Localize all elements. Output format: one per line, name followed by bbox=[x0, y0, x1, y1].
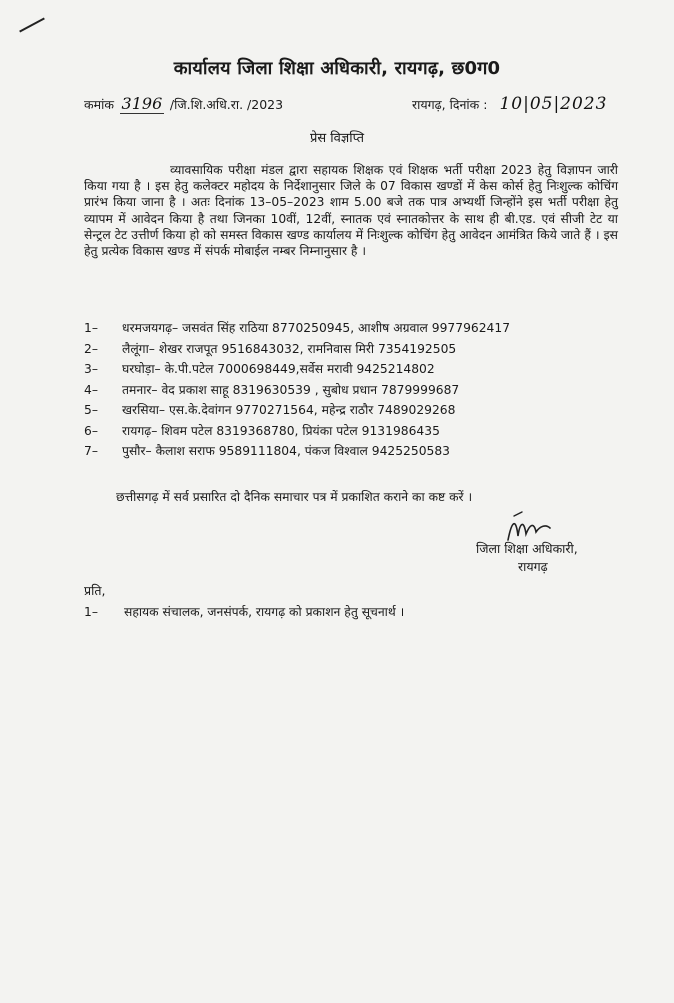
contact-item-text: लैलूंगा– शेखर राजपूत 9516843032, रामनिवास मिरी 7354192505 bbox=[122, 341, 457, 356]
copy-to-item bbox=[84, 603, 404, 620]
contact-item-number: 1– bbox=[84, 321, 98, 335]
contact-item bbox=[84, 380, 624, 401]
contact-item-number: 2– bbox=[84, 341, 98, 356]
office-title: कार्यालय जिला शिक्षा अधिकारी, रायगढ़, छ0ग0 bbox=[173, 58, 501, 79]
contact-item-text: रायगढ़– शिवम पटेल 8319368780, प्रियंका पटेल 9131986435 bbox=[122, 423, 440, 438]
reference-number: 3196 bbox=[121, 94, 163, 113]
signatory-block bbox=[476, 540, 578, 576]
body-paragraph: व्यावसायिक परीक्षा मंडल द्वारा सहायक शिक्षक एवं शिक्षक भर्ती परीक्षा 2023 हेतु विज्ञापन जारी किया गया है । इस हेतु कलेक्टर महोदय के निर्देशानुसार जिले के 07 विकास खण्डों में केस कोर्स हेतु निःशुल्क कोचिंग प्रारंभ किया जाना है । अतः दिनांक 13–05–2023 शाम 5.00 बजे तक पात्र अभ्यर्थी जिन्होंने इस भर्ती परीक्षा हेतु व्यापम में आवेदन किया है तथा जिनका 10वीं, 12वीं, स्नातक एवं स्नातकोत्तर के साथ ही बी.एड. एवं सीजी टेट या सेन्ट्रल टेट उत्तीर्ण किया हो को समस्त विकास खण्ड कार्यालय में निःशुल्क कोचिंग हेतु आवेदन आमंत्रित किये जाते हैं । इस हेतु प्रत्येक विकास खण्ड में संपर्क मोबाईल नम्बर निम्नानुसार है । bbox=[84, 163, 618, 259]
contact-item-text: धरमजयगढ़– जसवंत सिंह राठिया 8770250945, आशीष अग्रवाल 9977962417 bbox=[122, 321, 511, 335]
contact-item-number: 6– bbox=[84, 423, 98, 438]
reference-prefix: कमांक bbox=[84, 97, 114, 112]
contact-item bbox=[84, 421, 624, 442]
handwritten-date: 10|05|2023 bbox=[499, 94, 608, 114]
copy-to-item-number: 1– bbox=[84, 605, 98, 619]
place-date-label: रायगढ़, दिनांक : bbox=[412, 97, 488, 112]
signatory-location: रायगढ़ bbox=[518, 559, 548, 574]
press-release-heading: प्रेस विज्ञप्ति bbox=[309, 131, 365, 146]
signatory-designation: जिला शिक्षा अधिकारी, bbox=[476, 541, 578, 556]
contact-item-text: तमनार– वेद प्रकाश साहू 8319630539 , सुबोध प्रधान 7879999687 bbox=[122, 382, 460, 397]
contact-item-number: 3– bbox=[84, 362, 98, 376]
contact-item bbox=[84, 359, 624, 380]
copy-to-item-text: सहायक संचालक, जनसंपर्क, रायगढ़ को प्रकाशन हेतु सूचनार्थ । bbox=[124, 605, 405, 619]
publish-note: छत्तीसगढ़ में सर्व प्रसारित दो दैनिक समाचार पत्र में प्रकाशित कराने का कष्ट करें । bbox=[116, 490, 473, 504]
pen-mark bbox=[19, 18, 45, 33]
contact-item bbox=[84, 339, 624, 360]
copy-to-list bbox=[84, 603, 404, 620]
contact-item-number: 5– bbox=[84, 403, 98, 417]
contact-item bbox=[84, 400, 624, 421]
reference-number-block bbox=[84, 94, 283, 114]
contact-item bbox=[84, 441, 624, 462]
contact-item-text: घरघोड़ा– के.पी.पटेल 7000698449,सर्वेस मरावी 9425214802 bbox=[122, 362, 435, 376]
contact-list bbox=[84, 318, 624, 462]
contact-item-text: खरसिया– एस.के.देवांगन 9770271564, महेन्द्र राठौर 7489029268 bbox=[122, 403, 456, 417]
contact-item-text: पुसौर– कैलाश सराफ 9589111804, पंकज विश्वाल 9425250583 bbox=[122, 444, 450, 458]
contact-item-number: 7– bbox=[84, 444, 98, 458]
place-date-block bbox=[412, 94, 607, 114]
reference-line bbox=[84, 94, 634, 118]
reference-suffix: /जि.शि.अधि.रा. /2023 bbox=[169, 97, 284, 112]
copy-to-label: प्रति, bbox=[84, 583, 106, 598]
contact-item bbox=[84, 318, 624, 339]
contact-item-number: 4– bbox=[84, 382, 98, 397]
